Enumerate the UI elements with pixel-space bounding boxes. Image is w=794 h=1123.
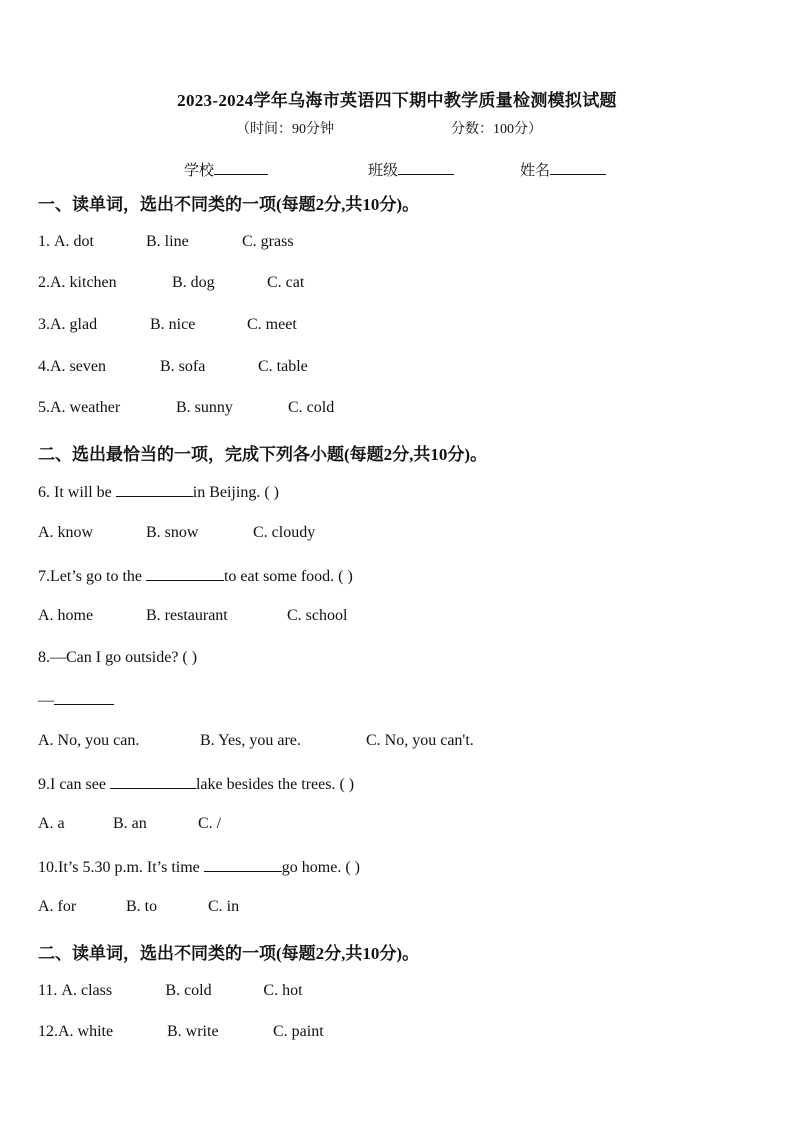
option-c[interactable]: C. grass [242, 233, 294, 250]
question-text-end: lake besides the trees. ( ) [195, 776, 355, 793]
option-a[interactable]: A. a [38, 815, 65, 832]
name-label: 姓名 [520, 163, 551, 179]
option-b[interactable]: B. dog [172, 274, 215, 291]
question-text: 10.It’s 5.30 p.m. It’s time [38, 859, 204, 876]
question-text-end: to eat some food. ( ) [223, 568, 353, 585]
question-number: 1. [38, 233, 54, 250]
question-5 [38, 399, 334, 417]
question-7 [38, 566, 353, 586]
question-9-options [38, 815, 221, 833]
question-3 [38, 316, 297, 334]
question-number: 3. [38, 316, 50, 333]
school-field [184, 159, 268, 180]
option-c[interactable]: C. cloudy [253, 524, 316, 541]
option-a[interactable]: A. home [38, 607, 94, 624]
question-1 [38, 233, 294, 251]
option-a[interactable]: A. for [38, 898, 77, 915]
exam-score: 分数：100分） [451, 122, 542, 137]
option-a[interactable]: A. weather [50, 399, 121, 416]
section2-heading: 二、选出最恰当的一项，完成下列各小题(每题2分,共10分)。 [38, 445, 488, 464]
answer-blank[interactable] [116, 482, 193, 497]
name-field [520, 159, 606, 180]
school-blank[interactable] [214, 160, 268, 175]
question-6-options [38, 524, 315, 542]
option-b[interactable]: B. an [113, 815, 147, 832]
question-text: 6. It will be [38, 484, 116, 501]
option-b[interactable]: B. to [126, 898, 158, 915]
section3-heading: 二、读单词，选出不同类的一项(每题2分,共10分)。 [38, 944, 420, 963]
option-a[interactable]: A. No, you can. [38, 732, 140, 749]
option-a[interactable]: A. seven [50, 358, 106, 375]
question-10-options [38, 898, 239, 916]
question-10 [38, 857, 360, 877]
exam-time: （时间：90分钟 [236, 122, 334, 137]
reply-dash: — [38, 692, 54, 709]
option-b[interactable]: B. write [167, 1023, 219, 1040]
option-b[interactable]: B. restaurant [146, 607, 228, 624]
question-number: 11. [38, 982, 62, 999]
option-c[interactable]: C. cold [288, 399, 335, 416]
option-b[interactable]: B. cold [165, 982, 212, 999]
question-8 [38, 649, 197, 667]
option-b[interactable]: B. Yes, you are. [200, 732, 301, 749]
question-number: 12. [38, 1023, 58, 1040]
question-2 [38, 274, 304, 292]
option-c[interactable]: C. meet [247, 316, 297, 333]
option-a[interactable]: A. glad [50, 316, 98, 333]
question-number: 2. [38, 274, 50, 291]
option-b[interactable]: B. nice [150, 316, 196, 333]
option-b[interactable]: B. snow [146, 524, 199, 541]
question-9 [38, 774, 354, 794]
answer-blank[interactable] [204, 857, 282, 872]
section1-heading: 一、读单词，选出不同类的一项(每题2分,共10分)。 [38, 195, 420, 214]
question-6 [38, 482, 279, 502]
question-4 [38, 358, 308, 376]
class-field [368, 159, 454, 180]
question-text: 9.I can see [38, 776, 110, 793]
question-text-end: in Beijing. ( ) [192, 484, 279, 501]
option-a[interactable]: A. white [58, 1023, 114, 1040]
answer-blank[interactable] [54, 690, 114, 705]
option-c[interactable]: C. cat [267, 274, 305, 291]
option-c[interactable]: C. hot [263, 982, 303, 999]
option-b[interactable]: B. sofa [160, 358, 206, 375]
option-a[interactable]: A. kitchen [50, 274, 117, 291]
question-7-options [38, 607, 347, 625]
answer-blank[interactable] [146, 566, 224, 581]
option-a[interactable]: A. know [38, 524, 94, 541]
option-c[interactable]: C. in [208, 898, 240, 915]
question-text: 8.—Can I go outside? ( ) [38, 649, 198, 666]
option-b[interactable]: B. sunny [176, 399, 233, 416]
answer-blank[interactable] [110, 774, 196, 789]
class-label: 班级 [368, 163, 399, 179]
question-text: 7.Let’s go to the [38, 568, 146, 585]
option-c[interactable]: C. table [258, 358, 308, 375]
page-title: 2023-2024学年乌海市英语四下期中教学质量检测模拟试题 [177, 91, 617, 110]
option-a[interactable]: A. class [61, 982, 113, 999]
question-number: 4. [38, 358, 50, 375]
option-a[interactable]: A. dot [54, 233, 94, 250]
question-text-end: go home. ( ) [281, 859, 360, 876]
question-number: 5. [38, 399, 50, 416]
option-c[interactable]: C. paint [273, 1023, 324, 1040]
question-11 [38, 982, 303, 1000]
name-blank[interactable] [550, 160, 606, 175]
option-c[interactable]: C. school [287, 607, 348, 624]
question-8-options [38, 732, 474, 750]
option-b[interactable]: B. line [146, 233, 189, 250]
question-12 [38, 1023, 324, 1041]
school-label: 学校 [184, 163, 215, 179]
class-blank[interactable] [398, 160, 454, 175]
option-c[interactable]: C. No, you can't. [366, 732, 474, 749]
question-8-reply [38, 690, 114, 710]
option-c[interactable]: C. / [198, 815, 222, 832]
